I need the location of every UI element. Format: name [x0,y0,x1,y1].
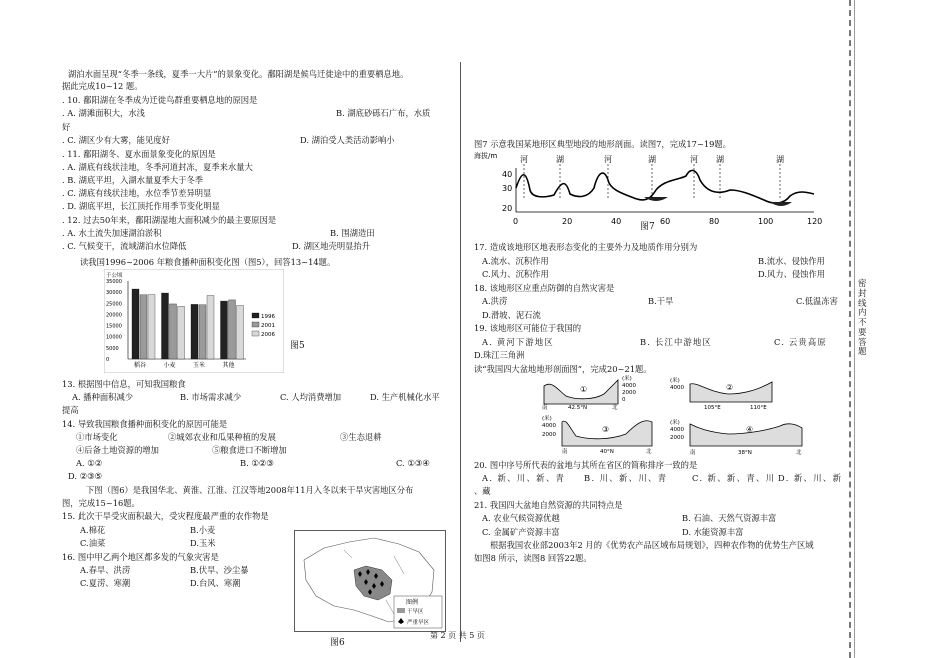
option-19c: C. 云贵高原 [774,337,827,347]
option-20a: A. 新、川、新、青 [482,473,566,483]
question-18: 18. 该地形区应重点防御的自然灾害是 [474,283,615,293]
option-18d: D.滑坡、泥石流 [482,310,541,320]
option-13a: A. 播种面积减少 [72,392,134,402]
option-12b: B. 围湖造田 [330,228,375,238]
fig7-y-tick: 20 [502,204,513,213]
bar [191,304,198,359]
figure-6-caption: 图6 [330,638,345,648]
basin-1-south: 南 [542,405,548,410]
option-18c: C.低温冻害 [796,296,838,306]
legend-drought: 干旱区 [407,609,424,615]
option-19b: B. 长江中游地区 [640,337,712,347]
legend-swatch [252,322,259,327]
figure-7-caption: 图7 [640,222,655,232]
basins-intro: 读“我国四大盆地地形剖面图”，完成20~21题。 [474,364,652,374]
basin-4-south: 南 [690,450,696,456]
figure-7-profile [474,150,824,230]
basin-1-scale-mid: 2000 [622,390,636,396]
basin-3-scale-mid: 2000 [542,432,556,438]
figure-5-chart [104,269,284,373]
y-tick-label: 5000 [106,345,119,352]
option-17c: C.风力、沉积作用 [482,269,549,279]
basin-2-lon-west: 105°E [704,405,721,410]
question-19: 19. 该地形区可能位于我国的 [474,323,582,333]
legend-severe: 严重旱区 [407,620,430,626]
item-14-3: ③生态退耕 [340,432,382,442]
question-20: 20. 图中序号所代表的盆地与其所在省区的简称排序一致的是 [474,460,698,470]
basin-1-unit: (米) [622,376,632,382]
basin-3-lat: 40°N [600,449,614,454]
option-10b: B. 湖底砂砾石广布，水质 [336,108,431,118]
figure-5-intro: 读我国1996~2006 年粮食播种面积变化图（图5），回答13~14题。 [80,257,336,267]
option-21b: B. 石油、天然气资源丰富 [682,513,777,523]
item-14-2: ②城郊农业和瓜果种植的发展 [168,432,276,442]
option-14d: D. ②③⑤ [68,471,102,481]
basin-2-unit: (米) [670,378,680,384]
basin-4-label: ④ [746,425,754,434]
option-21d: D. 水能资源丰富 [682,527,744,537]
y-tick-label: 25000 [106,301,122,308]
fig7-x-tick: 60 [660,217,671,226]
option-16b: B.伏旱、沙尘暴 [190,565,249,575]
option-21a: A. 农业气候资源优越 [482,513,560,523]
bar [207,295,214,359]
category-label: 玉米 [193,362,206,369]
seal-line-inner [854,0,855,658]
basin-1-label: ① [580,385,588,394]
bar [162,293,169,359]
fig7-x-tick: 40 [611,217,622,226]
y-tick-label: 20000 [106,312,122,319]
fig7-feature-label: 河 [690,155,698,164]
figure-6-drought-map [294,530,446,632]
category-label: 其他 [222,362,235,369]
fig7-x-tick: 100 [758,217,774,226]
basin-3-scale-top: 4000 [542,423,556,429]
option-17b: B.流水、侵蚀作用 [758,256,825,266]
question-11: . 11. 鄱阳湖冬、夏水面景象变化的原因是 [62,149,216,159]
basin-4-scale-mid: 2000 [670,435,684,441]
question-12: . 12. 过去50年来，鄱阳湖湿地大面积减少的最主要原因是 [62,215,277,225]
y-tick-label: 10000 [106,334,122,341]
basin-1-scale-top: 4000 [622,383,636,389]
option-13b: B. 市场需求减少 [180,392,242,402]
basin-3-unit: (米) [542,416,552,422]
basin-1-lat: 42.5°N [568,405,588,410]
legend-title: 图例 [406,599,419,606]
option-18a: A.洪涝 [482,296,508,306]
option-10c: . C. 湖区少有大雾，能见度好 [62,135,170,145]
bar [170,304,177,359]
option-15d: D.玉米 [190,538,216,548]
option-12a: . A. 水土流失加速湖泊淤积 [62,228,162,238]
legend-swatch [252,313,259,318]
fig7-lake-fill [770,202,792,206]
option-20b: B. 川、新、川、青 [584,473,668,483]
fig7-feature-label: 河 [520,155,528,164]
page-number: 第 2 页 共 5 页 [430,631,485,640]
option-15c: C.油菜 [80,538,106,548]
option-18b: B.干旱 [648,296,674,306]
figure-8-intro-cont: 如图8 所示，读图8 回答22题。 [474,553,592,563]
basin-4-unit: (米) [670,420,680,426]
option-19a: A. 黄河下游地区 [482,337,554,347]
option-20c: C. 新、新、青、川 [692,473,776,483]
basin-1-scale-base: 0 [622,397,626,403]
question-17: 17. 造成该地形区地表形态变化的主要外力及地质作用分别为 [474,242,698,252]
option-14a: A. ①② [76,458,103,468]
seal-line [849,0,851,658]
option-10d: D. 湖泊受人类活动影响小 [300,135,395,145]
fig7-x-tick: 20 [562,217,573,226]
y-tick-label: 15000 [106,323,122,330]
basin-profile-1 [540,374,660,410]
legend-label: 1996 [261,314,275,320]
bar [237,306,244,359]
fig7-feature-label: 湖 [716,155,724,164]
bar [199,305,206,359]
legend-label: 2006 [261,332,275,338]
fig7-x-tick: 0 [513,217,519,226]
basin-1-north: 北 [612,405,618,410]
basin-2-scale: 4000 [670,385,684,391]
category-label: 小麦 [163,362,176,369]
basin-4-lat: 38°N [738,450,752,456]
basin-profile-4 [668,418,808,456]
bar [221,301,228,359]
item-14-4: ④后备土地资源的增加 [76,445,159,455]
fig7-feature-label: 湖 [556,155,564,164]
bar [132,289,139,359]
option-13d-cont: 提高 [62,405,79,415]
option-11b: . B. 湖底平坦，入湖水量夏季大于冬季 [62,175,204,185]
basin-profile-3 [540,414,660,454]
column-divider [460,62,461,642]
basin-3-label: ③ [602,425,610,434]
option-20d-cont: 、藏 [474,486,491,496]
option-11c: . C. 湖底有线状洼地，水位季节差异明显 [62,188,212,198]
basin-3-north: 北 [646,449,652,454]
option-10b-cont: 好 [62,122,71,132]
option-17d: D.风力、侵蚀作用 [758,269,826,279]
basin-4-scale-top: 4000 [670,427,684,433]
option-15b: B.小麦 [190,525,216,535]
option-11d: . D. 湖底平坦，长江顶托作用季节变化明显 [62,201,220,211]
question-14: 14. 导致我国粮食播种面积变化的原因可能是 [62,419,228,429]
bar [140,295,147,359]
option-13d: D. 生产机械化水平 [370,392,440,402]
figure-8-intro: 根据我国农业部2003年2 月的《优势农产品区域布局规划》，四种农作物的优势生产区域 [490,540,814,550]
fig7-feature-label: 湖 [648,155,656,164]
question-21: 21. 我国四大盆地自然资源的共同特点是 [474,500,623,510]
seal-line-notice: 密封线内不要答题 [858,279,867,358]
fig7-ylabel: 海拔/m [474,152,498,160]
y-tick-label: 0 [106,357,110,363]
figure-6-intro-cont: 图，完成15~16题。 [62,498,140,508]
legend-swatch [252,331,259,336]
basin-3-south: 南 [562,449,568,454]
option-14c: C. ①③④ [396,458,430,468]
bar [229,300,236,359]
option-12d: D. 湖区地壳明显抬升 [292,241,371,251]
fig7-feature-label: 河 [604,155,612,164]
item-14-5: ⑤粮食进口不断增加 [212,445,287,455]
text-line: 据此完成10~12 题。 [62,81,143,91]
option-19d: D.珠江三角洲 [474,350,525,360]
option-13c: C. 人均消费增加 [280,392,342,402]
fig7-feature-label: 湖 [776,155,784,164]
y-axis-unit: 千公顷 [106,273,123,279]
fig7-y-tick: 40 [502,170,513,179]
question-15: 15. 此次干旱受灾面积最大，受灾程度最严重的农作物是 [62,511,269,521]
fig7-lake-fill [644,197,668,201]
figure-7-intro: 图7 示意我国某地形区典型地段的地形剖面。读图7，完成17~19题。 [474,139,731,149]
basin-2-lon-east: 110°E [750,405,767,410]
y-tick-label: 35000 [106,279,122,285]
question-13: 13. 根据图中信息，可知我国粮食 [62,379,186,389]
option-14b: B. ①②③ [240,458,274,468]
figure-5-caption: 图5 [290,341,305,351]
option-20d: D. 新、川、新 [778,473,843,483]
text-line: 湖泊水面呈现“冬季一条线，夏季一大片”的景象变化。鄱阳湖是候鸟迁徙途中的重要栖息地。 [68,69,409,79]
item-14-1: ①市场变化 [76,432,118,442]
option-12c: . C. 气候变干，流域湖泊水位降低 [62,241,187,251]
option-16a: A.春旱、洪涝 [80,565,131,575]
option-21c: C. 金属矿产资源丰富 [482,527,560,537]
option-11a: . A. 湖底有线状洼地，冬季河道封冻，夏季来水量大 [62,162,253,172]
fig7-x-tick: 80 [709,217,720,226]
question-16: 16. 图中甲乙两个地区都多发的气象灾害是 [62,552,219,562]
option-16c: C.夏涝、寒潮 [80,578,131,588]
legend-label: 2001 [261,323,275,329]
basin-4-north: 北 [796,450,802,456]
option-15a: A.棉花 [80,525,106,535]
bar [148,295,155,359]
bar [178,306,185,359]
question-10: . 10. 鄱阳湖在冬季成为迁徙鸟群重要栖息地的原因是 [62,95,258,105]
category-label: 稻谷 [134,362,147,369]
fig7-y-tick: 30 [502,184,513,193]
option-17a: A.流水、沉积作用 [482,256,549,266]
option-10a: . A. 湖滩面积大，水浅 [62,108,145,118]
option-16d: D.台风、寒潮 [190,578,241,588]
basin-profile-2 [668,376,780,410]
figure-6-intro: 下图（图6）是我国华北、黄淮、江淮、江汉等地2008年11月入冬以来干旱灾害地区分布 [86,485,414,495]
fig7-x-tick: 120 [807,217,823,226]
y-tick-label: 30000 [106,290,122,297]
basin-2-label: ② [726,383,734,392]
